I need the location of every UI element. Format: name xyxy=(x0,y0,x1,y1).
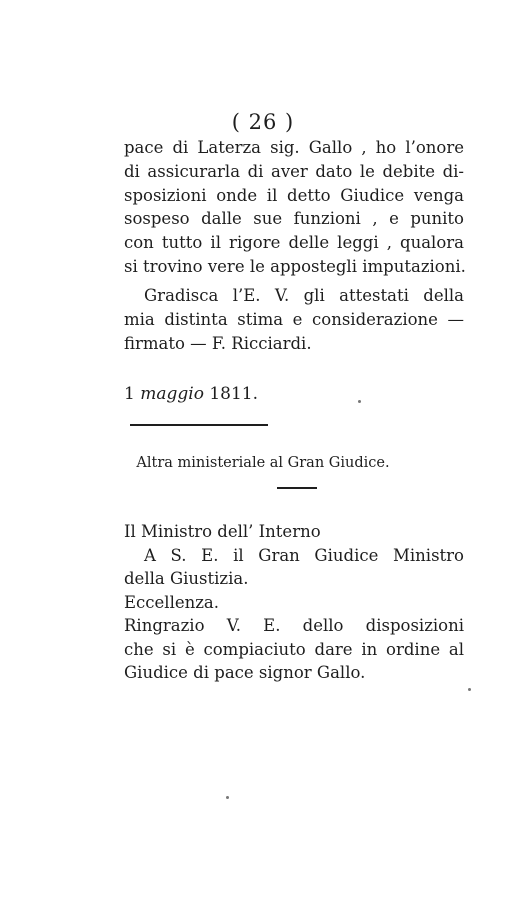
letter-body-line: Giudice di pace signor Gallo. xyxy=(124,663,366,682)
text-line: si trovino vere le appostegli imputazioni. xyxy=(124,256,466,276)
speck xyxy=(358,400,361,403)
letter-body-line: Ringrazio V. E. dello disposizioni xyxy=(124,616,464,635)
paragraph-continuation xyxy=(124,136,464,279)
text-line: sposizioni onde il detto Giudice venga xyxy=(124,185,464,205)
text-line: sospeso dalle sue funzioni , e punito xyxy=(124,209,464,229)
heading-rule xyxy=(277,487,317,489)
paragraph-closing xyxy=(124,284,464,355)
date-month: maggio xyxy=(140,384,204,404)
section-heading: Altra ministeriale al Gran Giudice. xyxy=(136,455,390,471)
date-year: 1811. xyxy=(209,384,259,404)
page-number: ( 26 ) xyxy=(231,110,295,134)
speck xyxy=(468,688,471,691)
signature-line: firmato — F. Ricciardi. xyxy=(124,333,312,353)
speck xyxy=(226,796,229,799)
text-line: mia distinta stima e considerazione — xyxy=(124,309,464,329)
letter-salutation: Eccellenza. xyxy=(124,592,220,612)
date-day: 1 xyxy=(124,384,135,404)
letter-body-line: che si è compiaciuto dare in ordine al xyxy=(124,639,464,659)
text-line: con tutto il rigore delle leggi , qualora xyxy=(124,233,464,253)
text-line: pace di Laterza sig. Gallo , ho l’onore xyxy=(124,138,464,157)
letter-recipient-cont: della Giustizia. xyxy=(124,569,249,588)
text-line: Gradisca l’E. V. gli attestati della xyxy=(144,286,464,305)
text-line: di assicurarla di aver dato le debite di- xyxy=(124,161,464,181)
letter-block xyxy=(124,520,464,685)
letter-recipient: A S. E. il Gran Giudice Ministro xyxy=(144,545,464,565)
date-line xyxy=(124,384,258,404)
separator-rule xyxy=(130,424,268,426)
letter-sender: Il Ministro dell’ Interno xyxy=(124,522,321,541)
